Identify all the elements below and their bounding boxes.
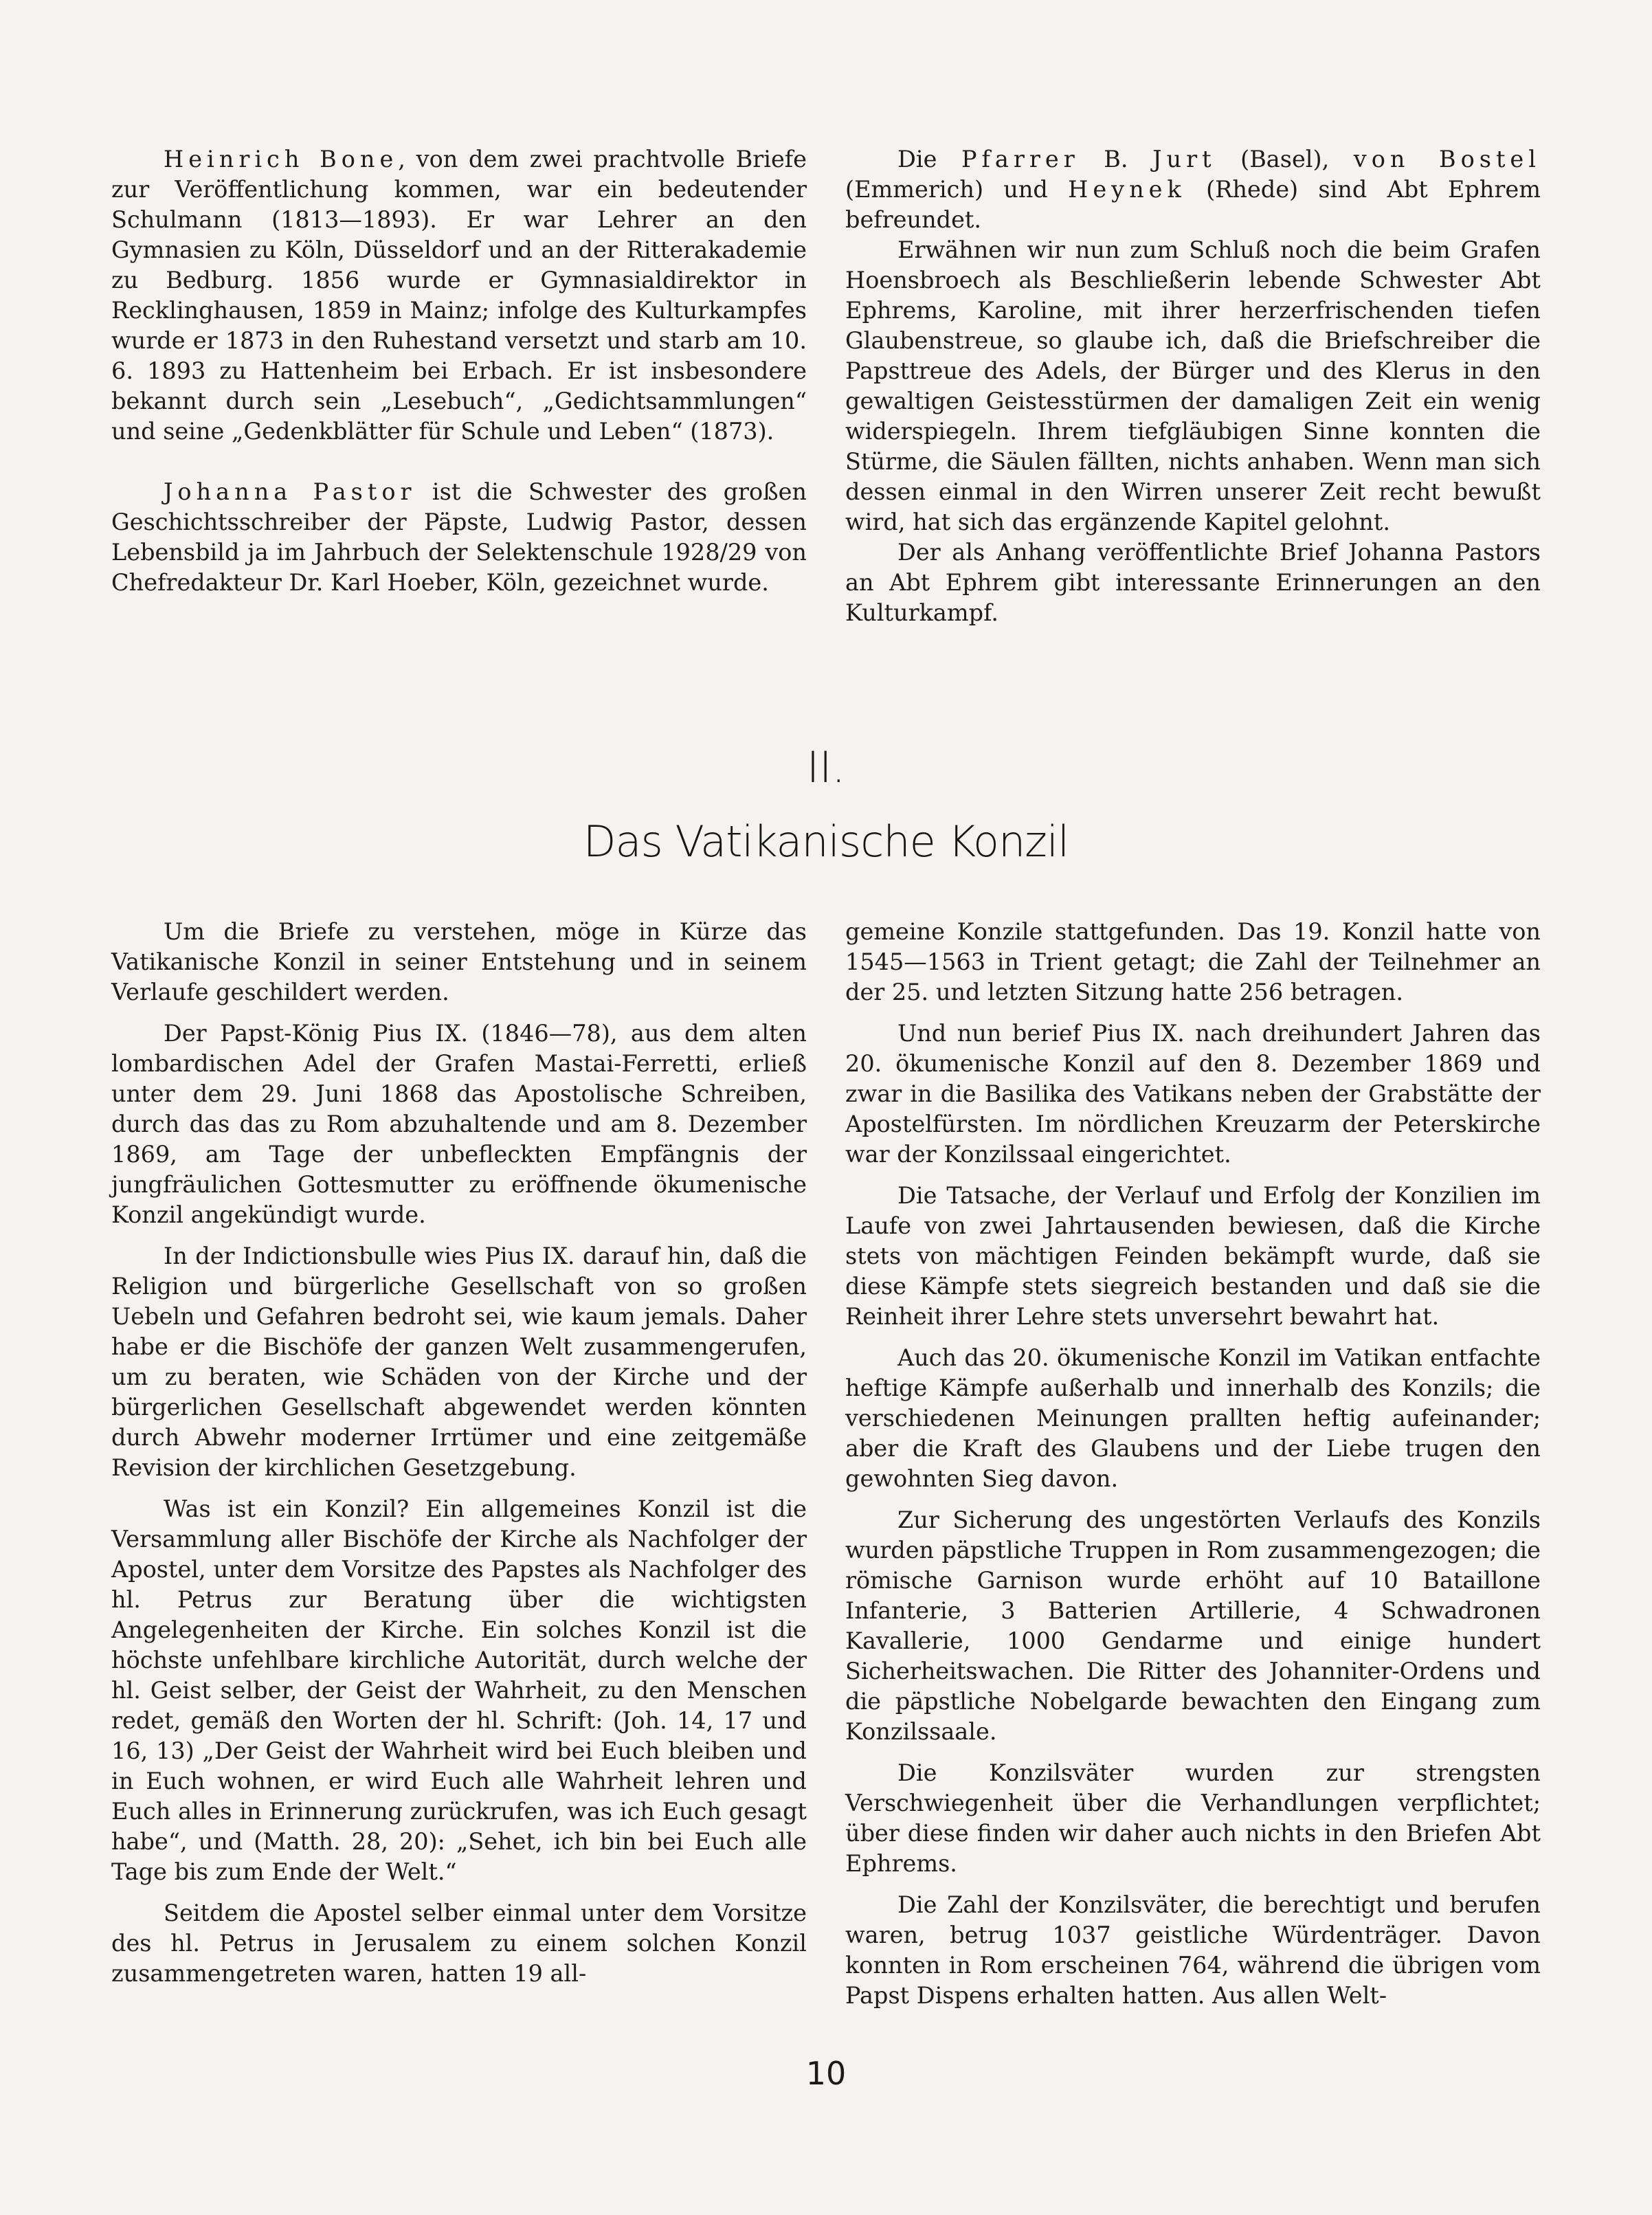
top-right-column — [845, 144, 1541, 628]
top-left-column — [111, 144, 807, 598]
name-jurt: Jurt — [1152, 146, 1216, 172]
paragraph-conclusion: Erwähnen wir nun zum Schluß noch die beim Grafen Hoensbroech als Beschließerin lebende Schwester Abt Ephrems, Karoline, mit ihrer herzerfrischenden tiefen Glaubenstreue, so glaube ich, daß die Briefschreiber die Papsttreue des Adels, der Bürger und des Klerus in den gewaltigen Geistesstürmen der damaligen Zeit ein wenig widerspiegeln. Ihrem tiefgläubigen Sinne konnten die Stürme, die Säulen fällten, nichts anhaben. Wenn man sich dessen einmal in den Wirren unserer Zeit recht bewußt wird, hat sich das ergänzende Kapitel gelohnt. — [845, 236, 1541, 535]
section-title: Das Vatikanische Konzil — [583, 816, 1069, 867]
text-fragment: Die — [897, 146, 961, 172]
paragraph-continued: gemeine Konzile stattgefunden. Das 19. Konzil hatte von 1545—1563 in Trient getagt; die Zahl der Teilnehmer an der 25. und letzten Sitzung hatte 256 betragen. — [845, 918, 1541, 1005]
name-heynek: Heynek — [1068, 176, 1186, 203]
name-johanna-pastor: Johanna Pastor — [164, 478, 416, 505]
paragraph: Was ist ein Konzil? Ein allgemeines Konzil ist die Versammlung aller Bischöfe der Kirche als Nachfolger der Apostel, unter dem Vorsitze des Papstes als Nachfolger des hl. Petrus zur Beratung über die wichtigsten Angelegenheiten der Kirche. Ein solches Konzil ist die höchste unfehlbare kirchliche Autorität, durch welche der hl. Geist selber, der Geist der Wahrheit, zu den Menschen redet, gemäß den Worten der hl. Schrift: (Joh. 14, 17 und 16, 13) „Der Geist der Wahrheit wird bei Euch bleiben und in Euch wohnen, er wird Euch alle Wahrheit lehren und Euch alles in Erinnerung zurückrufen, was ich Euch gesagt habe“, und (Matth. 28, 20): „Sehet, ich bin bei Euch alle Tage bis zum Ende der Welt.“ — [111, 1495, 807, 1885]
paragraph: Und nun berief Pius IX. nach dreihundert Jahren das 20. ökumenische Konzil auf den 8. Dezember 1869 und zwar in die Basilika des Vatikans neben der Grabstätte der Apostelfürsten. Im nördlichen Kreuzarm der Peterskirche war der Konzilssaal eingerichtet. — [845, 1020, 1541, 1168]
name-pfarrer: Pfarrer — [961, 146, 1080, 172]
paragraph: Der Papst-König Pius IX. (1846—78), aus dem alten lombardischen Adel der Grafen Mastai-Ferretti, erließ unter dem 29. Juni 1868 das Apostolische Schreiben, durch das das zu Rom abzuhaltende und am 8. Dezember 1869, am Tage der unbefleckten Empfängnis der jungfräulichen Gottesmutter zu eröffnende ökumenische Konzil angekündigt wurde. — [111, 1020, 807, 1228]
paragraph: Auch das 20. ökumenische Konzil im Vatikan entfachte heftige Kämpfe außerhalb und innerhalb des Konzils; die verschiedenen Meinungen prallten heftig aufeinander; aber die Kraft des Glaubens und der Liebe trugen den gewohnten Sieg davon. — [845, 1344, 1541, 1492]
paragraph-text: ist die Schwester des großen Geschichtsschreiber der Päpste, Ludwig Pastor, dessen Lebensbild ja im Jahrbuch der Selektenschule 1928/29 von Chefredakteur Dr. Karl Hoeber, Köln, gezeichnet wurde. — [111, 478, 807, 596]
bottom-right-column — [845, 917, 1541, 2011]
paragraph: Zur Sicherung des ungestörten Verlaufs des Konzils wurden päpstliche Truppen in Rom zusammengezogen; die römische Garnison wurde erhöht auf 10 Bataillone Infanterie, 3 Batterien Artillerie, 4 Schwadronen Kavallerie, 1000 Gendarme und einige hundert Sicherheitswachen. Die Ritter des Johanniter-Ordens und die päpstliche Nobelgarde bewachten den Eingang zum Konzilssaale. — [845, 1506, 1541, 1745]
paragraph: Um die Briefe zu verstehen, möge in Kürze das Vatikanische Konzil in seiner Entstehung und in seinem Verlaufe geschildert werden. — [111, 918, 807, 1005]
paragraph: Die Zahl der Konzilsväter, die berechtigt und berufen waren, betrug 1037 geistliche Würdenträger. Davon konnten in Rom erscheinen 764, während die übrigen vom Papst Dispens erhalten hatten. Aus allen Welt- — [845, 1891, 1541, 2009]
paragraph-text: , von dem zwei prachtvolle Briefe zur Veröffentlichung kommen, war ein bedeutender Schulmann (1813—1893). Er war Lehrer an den Gymnasien zu Köln, Düsseldorf und an der Ritterakademie zu Bedburg. 1856 wurde er Gymnasialdirektor in Recklinghausen, 1859 in Mainz; infolge des Kulturkampfes wurde er 1873 in den Ruhestand versetzt und starb am 10. 6. 1893 zu Hattenheim bei Erbach. Er ist insbesondere bekannt durch sein „Lesebuch“, „Gedichtsammlungen“ und seine „Gedenkblätter für Schule und Leben“ (1873). — [111, 146, 807, 445]
text-fragment: (Emmerich) und — [845, 176, 1069, 203]
section-numeral: II. — [806, 742, 846, 792]
paragraph: Die Tatsache, der Verlauf und Erfolg der Konzilien im Laufe von zwei Jahrtausenden bewiesen, daß die Kirche stets von mächtigen Feinden bekämpft wurde, daß sie diese Kämpfe stets siegreich bestanden und daß sie die Reinheit ihrer Lehre stets unversehrt bewahrt hat. — [845, 1182, 1541, 1330]
paragraph-friends — [845, 144, 1541, 235]
paragraph: Die Konzilsväter wurden zur strengsten Verschwiegenheit über die Verhandlungen verpflichtet; über diese finden wir daher auch nichts in den Briefen Abt Ephrems. — [845, 1759, 1541, 1877]
text-fragment: B. — [1079, 146, 1153, 172]
paragraph-appendix: Der als Anhang veröffentlichte Brief Johanna Pastors an Abt Ephrem gibt interessante Erinnerungen an den Kulturkampf. — [845, 539, 1541, 626]
name-von-bostel: von Bostel — [1353, 146, 1541, 172]
paragraph-johanna-pastor — [111, 477, 807, 598]
name-heinrich-bone: Heinrich Bone — [164, 146, 399, 172]
paragraph: In der Indictionsbulle wies Pius IX. darauf hin, daß die Religion und bürgerliche Gesellschaft von so großen Uebeln und Gefahren bedroht sei, wie kaum jemals. Daher habe er die Bischöfe der ganzen Welt zusammengerufen, um zu beraten, wie Schäden von der Kirche und der bürgerlichen Gesellschaft abgewendet werden könnten durch Abwehr moderner Irrtümer und eine zeitgemäße Revision der kirchlichen Gesetzgebung. — [111, 1243, 807, 1481]
text-fragment: (Rhede) sind Abt Ephrem befreundet. — [845, 176, 1541, 233]
text-fragment: (Basel), — [1216, 146, 1354, 172]
bottom-left-column — [111, 917, 807, 1989]
page-number: 10 — [805, 2055, 847, 2092]
paragraph: Seitdem die Apostel selber einmal unter dem Vorsitze des hl. Petrus in Jerusalem zu einem solchen Konzil zusammengetreten waren, hatten 19 all- — [111, 1900, 807, 1987]
paragraph-heinrich-bone — [111, 144, 807, 447]
